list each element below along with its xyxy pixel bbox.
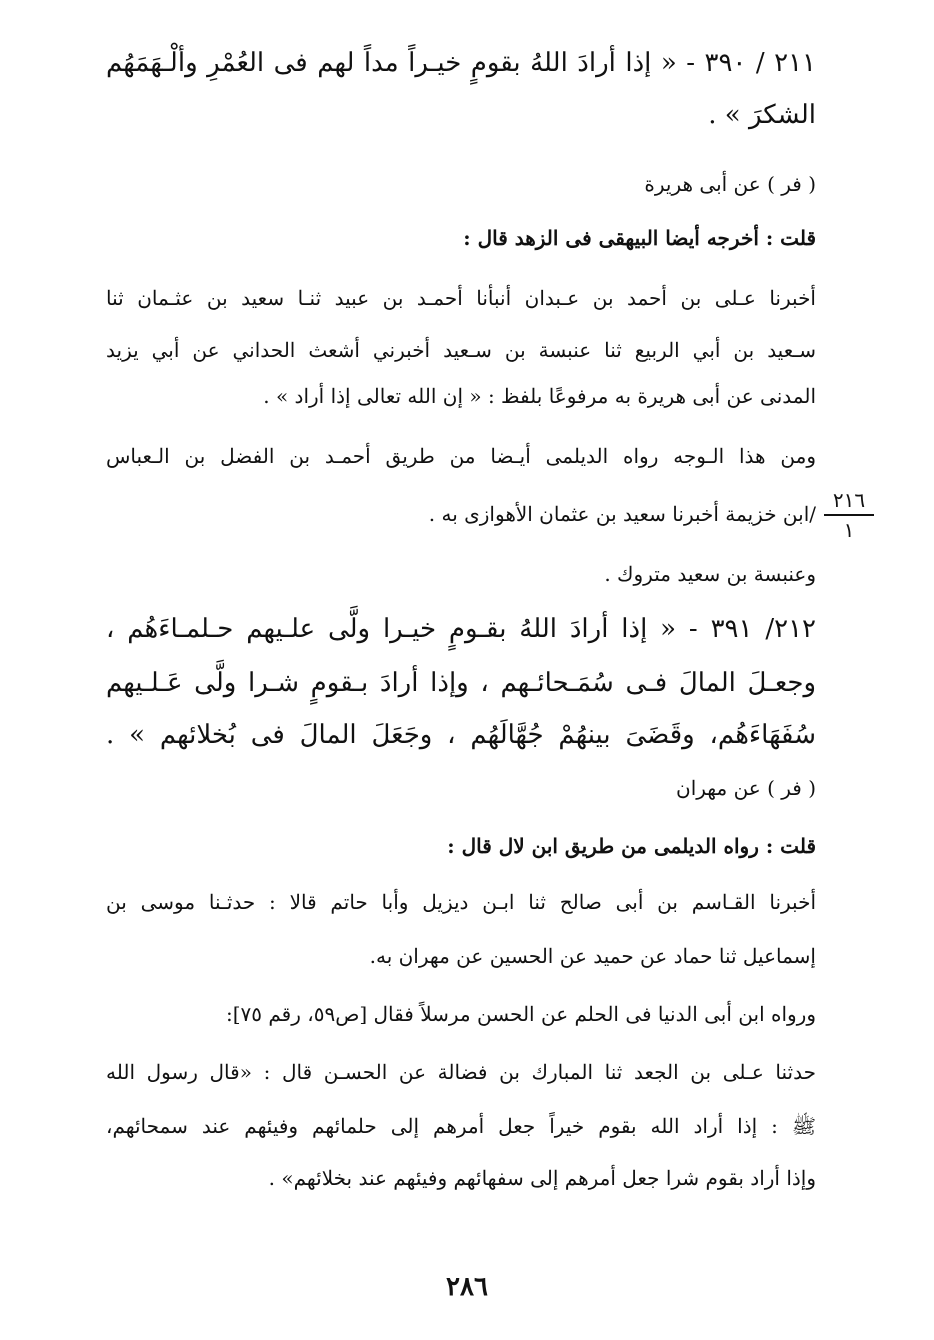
source-ref-abu-hurayra: ( فر ) عن أبى هريرة	[644, 172, 816, 196]
margin-note-top: ٢١٦	[824, 488, 874, 516]
ibn-abi-dunya-line: ورواه ابن أبى الدنيا فى الحلم عن الحسن مرسلاً فقال [ص٥٩، رقم ٧٥]:	[225, 1002, 816, 1026]
qultu-bayhaqi-heading: قلت : أخرجه أيضا البيهقى فى الزهد قال :	[463, 226, 816, 250]
hadith-390-line-1: ٢١١ / ٣٩٠ - « إذا أرادَ اللهُ بقومٍ خيـراً مداً لهم فى العُمْرِ وألْـهَمَهُم	[106, 48, 817, 78]
hadith-391-line-1: ٢١٢/ ٣٩١ - « إذا أرادَ اللهُ بقـومٍ خيـرا ولَّى علـيهم حـلمـاءَهُم ،	[106, 614, 817, 644]
ibn-lal-isnad-line-1: أخبرنا القـاسم بن أبى صالح ثنا ابـن ديزيل وأبا حاتم قالا : حدثـنا موسى بن	[106, 890, 816, 914]
daylami-line-2: /ابن خزيمة أخبرنا سعيد بن عثمان الأهوازى به .	[428, 502, 816, 526]
hadith-390-line-2: الشكرَ » .	[708, 100, 816, 130]
page-number: ٢٨٦	[446, 1272, 488, 1302]
isnad-line-1: أخبرنا عـلى بن أحمد بن عـبدان أنبأنا أحمـد بن عبيد ثنـا سعيد بن عثـمان ثنا	[106, 286, 816, 310]
margin-note-bottom: ١	[843, 518, 855, 542]
isnad-line-3: المدنى عن أبى هريرة به مرفوعًا بلفظ : « إن الله تعالى إذا أراد » .	[263, 384, 816, 408]
hadith-391-line-3: سُفَهَاءَهُم، وقَضَىَ بينهُمْ جُهَّالَهُم ، وجَعَلَ المالَ فى بُخلائهم » .	[106, 720, 816, 750]
anbasa-matruk-note: وعنبسة بن سعيد متروك .	[604, 562, 816, 586]
hilm-isnad-line-2: ﷺ : إذا أراد الله بقوم خيراً جعل أمرهم إلى حلمائهم وفيئهم عند سمحائهم،	[106, 1114, 816, 1138]
daylami-line-1: ومن هذا الـوجه رواه الديلمى أيـضا من طريق أحمـد بن الفضل بن الـعباس	[106, 444, 816, 468]
source-ref-mihran: ( فر ) عن مهران	[676, 776, 816, 800]
hilm-isnad-line-3: وإذا أراد بقوم شرا جعل أمرهم إلى سفهائهم وفيئهم عند بخلائهم» .	[268, 1166, 816, 1190]
ibn-lal-isnad-line-2: إسماعيل ثنا حماد عن حميد عن الحسين عن مهران به.	[369, 944, 816, 968]
isnad-line-2: سـعيد بن أبي الربيع ثنا عنبسة بن سـعيد أخبرني أشعث الحداني عن أبي يزيد	[106, 338, 816, 362]
qultu-daylami-heading: قلت : رواه الديلمى من طريق ابن لال قال :	[447, 834, 816, 858]
hilm-isnad-line-1: حدثنا عـلى بن الجعد ثنا المبارك بن فضالة عن الحسـن قال : «قال رسول الله	[106, 1060, 816, 1084]
hadith-391-line-2: وجعـلَ المالَ فـى سُمَـحائـهم ، وإذا أرادَ بـقومٍ شـرا ولَّى عَـلـيهم	[106, 668, 816, 698]
margin-volume-note	[824, 488, 874, 542]
